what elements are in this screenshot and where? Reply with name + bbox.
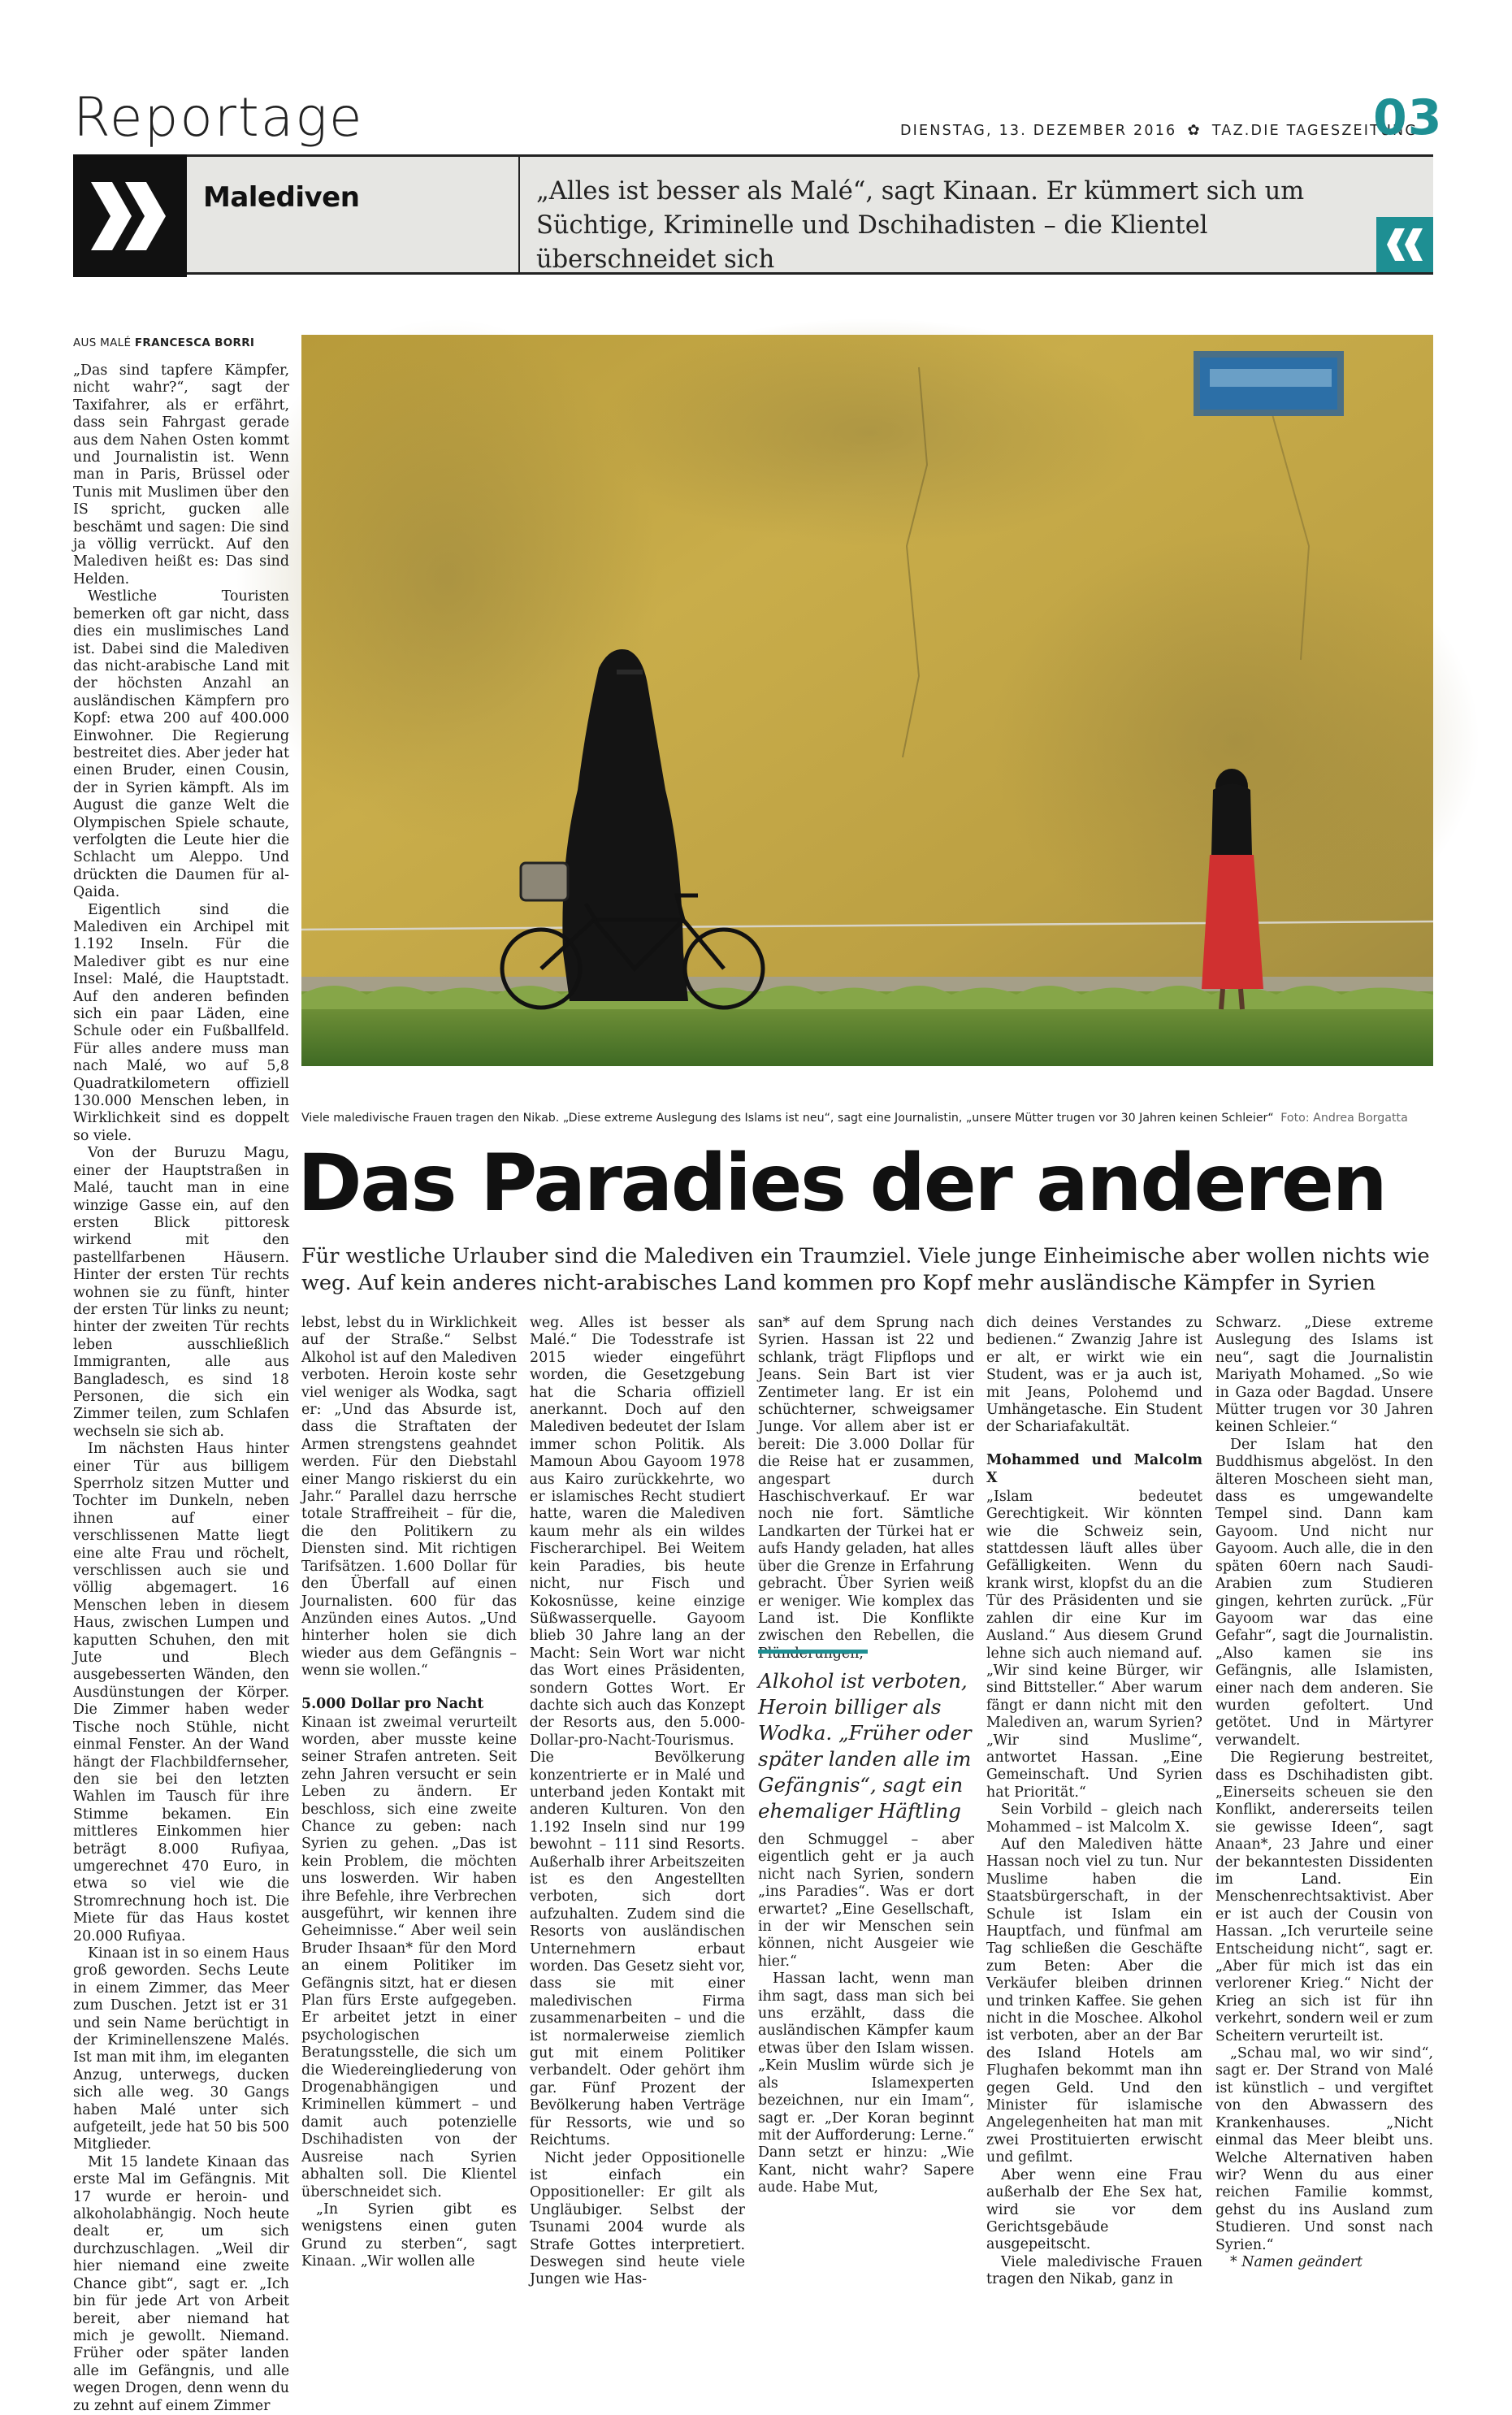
- paragraph: Auf den Malediven hätte Hassan noch viel zu tun. Nur Muslime haben die Staatsbürgerschaft, in der Schule ist Islam ein Hauptfach, und fünfmal am Tag schließen die Geschäfte zum Beten: Aber die Verkäufer bleiben drinnen und trinken Kaffee. Sie gehen nicht in die Moschee. Alkohol ist verboten, aber an der Bar des Island Hotels am Flughafen bekommt man ihn gegen Geld. Und den Minister für islamische Angelegenheiten hat man mit zwei Prostituierten erwischt und gefilmt.: [986, 1836, 1202, 2166]
- paragraph: Eigentlich sind die Malediven ein Archipel mit 1.192 Inseln. Für die Malediver gibt es nur eine Insel: Malé, die Hauptstadt. Auf den anderen befinden sich ein paar Läden, eine Schule oder ein Fußballfeld. Für alles andere muss man nach Malé, wo auf 5,8 Quadratkilometern offiziell 130.000 Menschen leben, in Wirklichkeit sind es doppelt so viele.: [73, 901, 289, 1144]
- paragraph: den Schmuggel – aber eigentlich geht er ja auch nicht nach Syrien, sondern „ins Paradies“. Was er dort erwartet? „Eine Gesellschaft, in der wir Menschen sein können, nicht Ausgeier wie hier.“: [758, 1832, 974, 1970]
- photo-credit: Foto: Andrea Borgatta: [1280, 1112, 1408, 1125]
- paragraph: Mit 15 landete Kinaan das erste Mal im Gefängnis. Mit 17 wurde er heroin- und alkoholabhängig. Noch heute dealt er, um sich durchzuschlagen. „Weil dir hier niemand eine zweite Chance gibt“, sagt er. „Ich bin für jede Art von Arbeit bereit, aber niemand hat mich je gewollt. Niemand. Früher oder später landen alle im Gefängnis, und alle wegen Drogen, denn wenn du zu zehnt auf einem Zimmer: [73, 2153, 289, 2414]
- section-subheading: Mohammed und Malcolm X: [986, 1451, 1202, 1486]
- subheadline: Für westliche Urlauber sind die Malediven ein Traumziel. Viele junge Einheimische aber wollen nichts wie weg. Auf kein anderes nicht-arabisches Land kommen pro Kopf mehr ausländische Kämpfer in Syrien: [301, 1244, 1430, 1295]
- section-header: [73, 154, 1433, 275]
- paragraph: Von der Buruzu Magu, einer der Hauptstraßen in Malé, taucht man in eine winzige Gasse ein, auf den ersten Blick pittoresk wirkend mit den pastellfarbenen Häusern. Hinter der ersten Tür rechts wohnen sie zu fünft, hinter der ersten Tür links zu neunt; hinter der zweiten Tür rechts leben ausschließlich Immigranten, alle aus Bangladesch, es sind 18 Personen, die sich ein Zimmer teilen, zum Schlafen wechseln sie sich ab.: [73, 1145, 289, 1440]
- section-divider: [518, 157, 520, 272]
- double-chevron-icon: [88, 179, 172, 254]
- paragraph: san* auf dem Sprung nach Syrien. Hassan ist 22 und schlank, trägt Flipflops und Jeans. Sein Bart ist vier Zentimeter lang. Er ist ein schüchterner, schweigsamer Junge. Vor allem aber ist er bereit: Die 3.000 Dollar für die Reise hat er zusammen, angespart durch Haschischverkauf. Er war noch nie fort. Sämtliche Landkarten der Türkei hat er aufs Handy geladen, hat alles über die Grenze in Erfahrung gebracht. Über Syrien weiß er weniger. Wie komplex das Land ist. Die Konflikte zwischen den Rebellen, die: [758, 1315, 974, 1645]
- paragraph: Die Regierung bestreitet, dass es Dschihadisten gibt. „Einerseits scheuen sie den Konflikt, andererseits teilen sie gewisse Ideen“, sagt Anaan*, 23 Jahre und einer der bekanntesten Dissidenten im Land. Ein Menschenrechtsaktivist. Aber er ist auch der Cousin von Hassan. „Ich verurteile seine Entscheidung nicht“, sagt er. „Aber für mich ist das ein verlorener Krieg.“ Nicht der Krieg an sich ist für ihn verkehrt, sondern weil er zum Scheitern verurteilt ist.: [1215, 1749, 1433, 2044]
- paragraph: Schwarz. „Diese extreme Auslegung des Islams ist neu“, sagt die Journalistin Mariyath Mohamed. „So wie in Gaza oder Bagdad. Unsere Mütter trugen vor 30 Jahren keinen Schleier.“: [1215, 1315, 1433, 1436]
- paragraph: Aber wenn eine Frau außerhalb der Ehe Sex hat, wird sie vor dem Gerichtsgebäude ausgepeitscht.: [986, 2166, 1202, 2253]
- paragraph: „Islam bedeutet Gerechtigkeit. Wir könnten wie die Schweiz sein, stattdessen läuft alles über Gefälligkeiten. Wenn du krank wirst, klopfst du an die Tür des Präsidenten und sie zahlen dir eine Kur im Ausland.“ Aus diesem Grund lehne sich auch niemand auf. „Wir sind keine Bürger, wir sind Bittsteller.“ Aber warum fängt er dann nicht mit den Malediven an, warum Syrien? „Wir sind Muslime“, antwortet Hassan. „Eine Gemeinschaft. Und Syrien hat Priorität.“: [986, 1488, 1202, 1801]
- paragraph: Kinaan ist in so einem Haus groß geworden. Sechs Leute in einem Zimmer, das Meer zum Duschen. Jetzt ist er 31 und sein Name berüchtigt in der Kriminellenszene Malés. Ist man mit ihm, im eleganten Anzug, unterwegs, ducken sich alle weg. 30 Gangs haben Malé unter sich aufgeteilt, jede hat 50 bis 500 Mitglieder.: [73, 1945, 289, 2153]
- double-chevron-left-icon: [1385, 227, 1426, 262]
- page-number: 03: [1373, 89, 1443, 146]
- section-subheading: 5.000 Dollar pro Nacht: [301, 1695, 484, 1712]
- byline-author: FRANCESCA BORRI: [134, 336, 255, 349]
- paragraph: Kinaan ist zweimal verurteilt worden, aber musste keine seiner Strafen antreten. Seit zehn Jahren versucht er sein Leben zu ändern. Er beschloss, sich eine zweite Chance zu geben: nach Syrien zu gehen. „Das ist kein Problem, die möchten uns loswerden. Wir haben ihre Befehle, ihre Verbrechen ausgeführt, wir kennen ihre Geheimnisse.“ Aber weil sein Bruder Ihsaan* für den Mord an einem Politiker im Gefängnis sitzt, hat er diesen Plan fürs Erste aufgegeben. Er arbeitet jetzt in einer psychologischen Beratungsstelle, die sich um die Wiedereingliederung von Drogenabhängigen und Kriminellen kümmert – und damit auch potenzielle Dschihadisten von der Ausreise nach Syrien abhalten soll. Die Klientel überschneidet sich.: [301, 1714, 517, 2200]
- paragraph: Sein Vorbild – gleich nach Mohammed – ist Malcolm X.: [986, 1801, 1202, 1836]
- article-column-1: [73, 362, 289, 2414]
- photo-nikab-women-wall: [301, 335, 1433, 1066]
- article-column-5: [986, 1315, 1202, 2289]
- pull-quote-rule: [758, 1650, 868, 1654]
- continue-marker: [1376, 217, 1433, 272]
- reportage-emblem: [73, 154, 187, 277]
- dateline: [900, 122, 1418, 139]
- paragraph: „Schau mal, wo wir sind“, sagt er. Der Strand von Malé ist künstlich – und vergiftet von den Abwassern des Krankenhauses. „Nicht einmal das Meer bleibt uns. Welche Alternativen haben wir? Wenn du aus einer reichen Familie kommst, gehst du ins Ausland zum Studieren. Und sonst nach Syrien.“: [1215, 2045, 1433, 2253]
- dateline-date: DIENSTAG, 13. DEZEMBER 2016: [900, 123, 1177, 139]
- paragraph: Westliche Touristen bemerken oft gar nicht, dass dies ein muslimisches Land ist. Dabei sind die Malediven das nicht-arabische Land mit der höchsten Anzahl an ausländischen Kämpfern pro Kopf: etwa 200 auf 400.000 Einwohner. Die Regierung bestreitet dies. Aber jeder hat einen Bruder, einen Cousin, der in Syrien kämpft. Als im August die ganze Welt die Olympischen Spiele schaute, verfolgten die Leute hier die Schlacht um Aleppo. Und drückten die Daumen für al-Qaida.: [73, 588, 289, 901]
- photo-caption-text: Viele maledivische Frauen tragen den Nikab. „Diese extreme Auslegung des Islams ist neu“, sagt eine Journalistin, „unsere Mütter trugen vor 30 Jahren keinen Schleier“: [301, 1112, 1274, 1125]
- article-column-4-continued: [758, 1832, 974, 2197]
- dateline-publication: TAZ.DIE TAGESZEITUNG: [1211, 123, 1419, 139]
- taz-paw-icon: ✿: [1187, 122, 1202, 139]
- byline: [73, 336, 254, 349]
- paragraph: Nicht jeder Oppositionelle ist einfach ein Oppositioneller: Er gilt als Ungläubiger. Selbst der Tsunami 2004 wurde als Strafe Gottes interpretiert. Deswegen sind heute viele Jungen wie Has-: [530, 2149, 745, 2288]
- paragraph: Im nächsten Haus hinter einer Tür aus billigem Sperrholz sitzen Mutter und Tochter im Dunkeln, neben ihnen auf einer verschlissenen Matte liegt eine alte Frau und röchelt, verschlissen auch sie und völlig abgemagert. 16 Menschen leben in diesem Haus, zwischen Lumpen und kaputten Schuhen, den mit Jute und Blech ausgebesserten Wänden, den Ausdünstungen der Körper. Die Zimmer haben weder Tische noch Stühle, nicht einmal Fenster. An der Wand hängt der Flachbildfernseher, den sie bei den letzten Wahlen im Tausch für ihre Stimme bekamen. Ein mittleres Einkommen hier beträgt 8.000 Rufiyaa, umgerechnet 470 Euro, in etwa so viel wie die Stromrechnung hoch ist. Die Miete für das Haus kostet 20.000 Rufiyaa.: [73, 1441, 289, 1945]
- paragraph: Der Islam hat den Buddhismus abgelöst. In den älteren Moscheen sieht man, dass es umgewandelte Tempel sind. Dann kam Gayoom. Und nicht nur Gayoom. Auch alle, die in den späten 60ern nach Saudi-Arabien zum Studieren gingen, kehrten zurück. „Für Gayoom war das eine Gefahr“, sagt die Journalistin. „Also kamen sie ins Gefängnis, alle Islamisten, einer nach dem anderen. Sie wurden gefoltert. Und getötet. Und in Märtyrer verwandelt.: [1215, 1436, 1433, 1749]
- footnote: * Namen geändert: [1230, 2253, 1363, 2270]
- paragraph: Viele maledivische Frauen tragen den Nikab, ganz in: [986, 2253, 1202, 2288]
- byline-prefix: AUS MALÉ: [73, 336, 132, 349]
- paragraph: „Das sind tapfere Kämpfer, nicht wahr?“, sagt der Taxifahrer, als er erfährt, dass sein Fahrgast gerade aus dem Nahen Osten kommt und Journalistin ist. Wenn man in Paris, Brüssel oder Tunis mit Muslimen über den IS spricht, gucken alle beschämt und sagen: Die sind ja völlig verrückt. Auf den Malediven heißt es: Das sind Helden.: [73, 362, 289, 587]
- paragraph: dich deines Verstandes zu bedienen.“ Zwanzig Jahre ist er alt, er wirkt wie ein Student, was er ja auch ist, mit Jeans, Polohemd und Umhängetasche. Ein Student der Schariafakultät.: [986, 1315, 1202, 1436]
- article-photo: [301, 335, 1433, 1066]
- rubric-title: Reportage: [73, 86, 364, 149]
- paragraph: lebst, lebst du in Wirklichkeit auf der Straße.“ Selbst Alkohol ist auf den Malediven verboten. Heroin koste sehr viel weniger als Wodka, sagt er: „Und das Absurde ist, dass die Straftaten der Armen strengstens geahndet werden. Für den Diebstahl einer Mango riskierst du ein Jahr.“ Parallel dazu herrsche totale Straffreiheit – für die, die den Politikern zu Diensten sind. Mit richtigen Tarifsätzen. 1.600 Dollar für den Überfall auf einen Journalisten. 600 für das Anzünden eines Autos. „Und hinterher holen sie dich wieder aus dem Gefängnis – wenn sie wollen.“: [301, 1315, 517, 1680]
- paragraph: weg. Alles ist besser als Malé.“ Die Todesstrafe ist 2015 wieder eingeführt worden, die Gesetzgebung hat die Scharia offiziell anerkannt. Doch auf den Malediven bedeutet der Islam immer schon Politik. Als Mamoun Abou Gayoom 1978 aus Kairo zurückkehrte, wo er islamisches Recht studiert hatte, waren die Malediven kaum mehr als ein wildes Fischerarchipel. Bei Weitem kein Paradies, bis heute nicht, nur Fisch und Kokosnüsse, keine einzige Süßwasserquelle. Gayoom blieb 30 Jahre lang an der Macht: Sein Wort war nicht das Wort eines Präsidenten, sondern Gottes Wort. Er dachte sich auch das Konzept der Resorts aus, den 5.000-Dollar-pro-Nacht-Tourismus. Die Bevölkerung konzentrierte er in Malé und unterband jeden Kontakt mit anderen Kulturen. Von den 1.192 Inseln sind nur 199 bewohnt – 111 sind Resorts. Außerhalb ihrer Arbeitszeiten ist es den Angestellten verboten, sich dort aufzuhalten. Zudem sind die Resorts von ausländischen Unternehmern erbaut worden. Das Gesetz sieht vor, dass sie mit einer maledivischen Firma zusammenarbeiten – und die ist normalerweise ziemlich gut mit einem Politiker verbandelt. Oder gehört ihm gar. Fünf Prozent der Bevölkerung haben Verträge für Ressorts, wie und so Reichtums.: [530, 1315, 745, 2149]
- photo-caption: [301, 1112, 1433, 1125]
- section-teaser: „Alles ist besser als Malé“, sagt Kinaan. Er kümmert sich um Süchtige, Kriminelle und Dschihadisten – die Klientel überschneidet sich: [536, 177, 1305, 274]
- paragraph: Hassan lacht, wenn man ihm sagt, dass man sich bei uns erzählt, dass die ausländischen Kämpfer kaum etwas über den Islam wissen. „Kein Muslim würde sich je als Islamexperten bezeichnen, nur ein Imam“, sagt er. „Der Koran beginnt mit der Aufforderung: Lerne.“ Dann setzt er hinzu: „Wie Kant, nicht wahr? Sapere aude. Habe Mut,: [758, 1971, 974, 2196]
- article-column-2: [301, 1315, 517, 2271]
- section-kicker: Malediven: [203, 181, 360, 214]
- pull-quote-text: Alkohol ist verboten, Heroin billiger als Wodka. „Früher oder später landen alle im Gefängnis“, sagt ein ehemaliger Häftling: [758, 1669, 972, 1823]
- pull-quote: [758, 1650, 974, 1824]
- article-column-3: [530, 1315, 745, 2289]
- headline: Das Paradies der anderen: [297, 1138, 1386, 1229]
- article-column-6: [1215, 1315, 1433, 2271]
- article-column-4: [758, 1315, 974, 1663]
- paragraph: „In Syrien gibt es wenigstens einen guten Grund zu sterben“, sagt Kinaan. „Wir wollen alle: [301, 2200, 517, 2270]
